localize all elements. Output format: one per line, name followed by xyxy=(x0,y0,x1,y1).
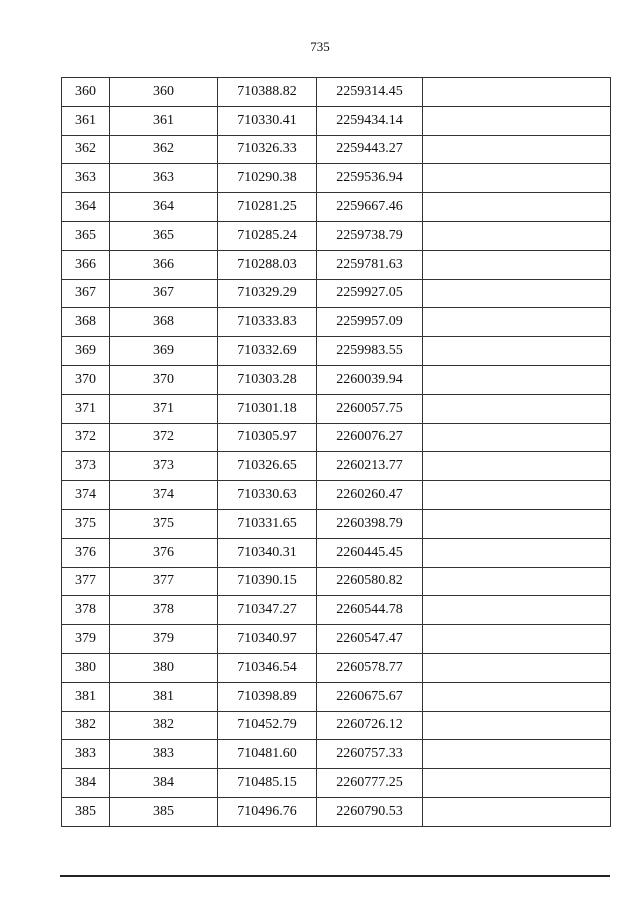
coordinates-table-body xyxy=(62,78,611,827)
note-cell xyxy=(423,164,611,193)
x-coordinate-cell: 710388.82 xyxy=(218,78,317,107)
y-coordinate-cell: 2259781.63 xyxy=(317,250,423,279)
note-cell xyxy=(423,221,611,250)
point-id-cell: 369 xyxy=(110,337,218,366)
x-coordinate-cell: 710332.69 xyxy=(218,337,317,366)
y-coordinate-cell: 2260777.25 xyxy=(317,769,423,798)
table-row xyxy=(62,653,611,682)
table-row xyxy=(62,106,611,135)
x-coordinate-cell: 710398.89 xyxy=(218,682,317,711)
x-coordinate-cell: 710285.24 xyxy=(218,221,317,250)
row-index-cell: 363 xyxy=(62,164,110,193)
point-id-cell: 385 xyxy=(110,797,218,826)
y-coordinate-cell: 2260578.77 xyxy=(317,653,423,682)
point-id-cell: 367 xyxy=(110,279,218,308)
table-row xyxy=(62,740,611,769)
x-coordinate-cell: 710303.28 xyxy=(218,365,317,394)
x-coordinate-cell: 710330.63 xyxy=(218,481,317,510)
point-id-cell: 368 xyxy=(110,308,218,337)
note-cell xyxy=(423,308,611,337)
table-row xyxy=(62,711,611,740)
y-coordinate-cell: 2260547.47 xyxy=(317,625,423,654)
point-id-cell: 378 xyxy=(110,596,218,625)
note-cell xyxy=(423,769,611,798)
y-coordinate-cell: 2260039.94 xyxy=(317,365,423,394)
point-id-cell: 371 xyxy=(110,394,218,423)
table-row xyxy=(62,538,611,567)
table-row xyxy=(62,221,611,250)
y-coordinate-cell: 2260580.82 xyxy=(317,567,423,596)
row-index-cell: 374 xyxy=(62,481,110,510)
point-id-cell: 370 xyxy=(110,365,218,394)
y-coordinate-cell: 2259738.79 xyxy=(317,221,423,250)
note-cell xyxy=(423,279,611,308)
row-index-cell: 366 xyxy=(62,250,110,279)
point-id-cell: 384 xyxy=(110,769,218,798)
row-index-cell: 377 xyxy=(62,567,110,596)
y-coordinate-cell: 2260757.33 xyxy=(317,740,423,769)
row-index-cell: 378 xyxy=(62,596,110,625)
page-number: 735 xyxy=(310,39,330,54)
y-coordinate-cell: 2259536.94 xyxy=(317,164,423,193)
row-index-cell: 370 xyxy=(62,365,110,394)
footer-rule xyxy=(60,875,610,877)
y-coordinate-cell: 2259667.46 xyxy=(317,193,423,222)
point-id-cell: 374 xyxy=(110,481,218,510)
row-index-cell: 376 xyxy=(62,538,110,567)
y-coordinate-cell: 2260445.45 xyxy=(317,538,423,567)
note-cell xyxy=(423,682,611,711)
y-coordinate-cell: 2260726.12 xyxy=(317,711,423,740)
note-cell xyxy=(423,653,611,682)
y-coordinate-cell: 2260398.79 xyxy=(317,509,423,538)
point-id-cell: 379 xyxy=(110,625,218,654)
point-id-cell: 360 xyxy=(110,78,218,107)
row-index-cell: 375 xyxy=(62,509,110,538)
x-coordinate-cell: 710288.03 xyxy=(218,250,317,279)
table-row xyxy=(62,78,611,107)
note-cell xyxy=(423,567,611,596)
x-coordinate-cell: 710290.38 xyxy=(218,164,317,193)
note-cell xyxy=(423,509,611,538)
point-id-cell: 363 xyxy=(110,164,218,193)
table-row xyxy=(62,394,611,423)
coordinates-table xyxy=(61,77,611,827)
table-row xyxy=(62,365,611,394)
table-row xyxy=(62,452,611,481)
table-row xyxy=(62,596,611,625)
x-coordinate-cell: 710390.15 xyxy=(218,567,317,596)
x-coordinate-cell: 710331.65 xyxy=(218,509,317,538)
row-index-cell: 364 xyxy=(62,193,110,222)
x-coordinate-cell: 710326.65 xyxy=(218,452,317,481)
note-cell xyxy=(423,452,611,481)
x-coordinate-cell: 710340.97 xyxy=(218,625,317,654)
table-row xyxy=(62,797,611,826)
note-cell xyxy=(423,394,611,423)
row-index-cell: 362 xyxy=(62,135,110,164)
row-index-cell: 384 xyxy=(62,769,110,798)
x-coordinate-cell: 710346.54 xyxy=(218,653,317,682)
x-coordinate-cell: 710481.60 xyxy=(218,740,317,769)
note-cell xyxy=(423,596,611,625)
point-id-cell: 377 xyxy=(110,567,218,596)
row-index-cell: 360 xyxy=(62,78,110,107)
note-cell xyxy=(423,250,611,279)
y-coordinate-cell: 2260790.53 xyxy=(317,797,423,826)
row-index-cell: 382 xyxy=(62,711,110,740)
y-coordinate-cell: 2259434.14 xyxy=(317,106,423,135)
note-cell xyxy=(423,193,611,222)
table-row xyxy=(62,481,611,510)
note-cell xyxy=(423,538,611,567)
row-index-cell: 385 xyxy=(62,797,110,826)
row-index-cell: 369 xyxy=(62,337,110,366)
table-row xyxy=(62,164,611,193)
x-coordinate-cell: 710305.97 xyxy=(218,423,317,452)
y-coordinate-cell: 2260213.77 xyxy=(317,452,423,481)
point-id-cell: 372 xyxy=(110,423,218,452)
point-id-cell: 365 xyxy=(110,221,218,250)
note-cell xyxy=(423,106,611,135)
table-row xyxy=(62,308,611,337)
x-coordinate-cell: 710326.33 xyxy=(218,135,317,164)
row-index-cell: 365 xyxy=(62,221,110,250)
table-row xyxy=(62,279,611,308)
table-row xyxy=(62,423,611,452)
table-row xyxy=(62,769,611,798)
row-index-cell: 383 xyxy=(62,740,110,769)
note-cell xyxy=(423,423,611,452)
table-row xyxy=(62,682,611,711)
row-index-cell: 379 xyxy=(62,625,110,654)
point-id-cell: 383 xyxy=(110,740,218,769)
x-coordinate-cell: 710281.25 xyxy=(218,193,317,222)
row-index-cell: 381 xyxy=(62,682,110,711)
point-id-cell: 376 xyxy=(110,538,218,567)
y-coordinate-cell: 2259927.05 xyxy=(317,279,423,308)
y-coordinate-cell: 2259443.27 xyxy=(317,135,423,164)
note-cell xyxy=(423,337,611,366)
note-cell xyxy=(423,797,611,826)
table-row xyxy=(62,567,611,596)
point-id-cell: 380 xyxy=(110,653,218,682)
row-index-cell: 371 xyxy=(62,394,110,423)
y-coordinate-cell: 2260076.27 xyxy=(317,423,423,452)
point-id-cell: 382 xyxy=(110,711,218,740)
y-coordinate-cell: 2259957.09 xyxy=(317,308,423,337)
note-cell xyxy=(423,135,611,164)
table-row xyxy=(62,135,611,164)
note-cell xyxy=(423,740,611,769)
table-row xyxy=(62,193,611,222)
y-coordinate-cell: 2260260.47 xyxy=(317,481,423,510)
x-coordinate-cell: 710333.83 xyxy=(218,308,317,337)
x-coordinate-cell: 710485.15 xyxy=(218,769,317,798)
row-index-cell: 361 xyxy=(62,106,110,135)
point-id-cell: 364 xyxy=(110,193,218,222)
x-coordinate-cell: 710329.29 xyxy=(218,279,317,308)
x-coordinate-cell: 710452.79 xyxy=(218,711,317,740)
point-id-cell: 362 xyxy=(110,135,218,164)
x-coordinate-cell: 710340.31 xyxy=(218,538,317,567)
y-coordinate-cell: 2260544.78 xyxy=(317,596,423,625)
note-cell xyxy=(423,78,611,107)
note-cell xyxy=(423,625,611,654)
point-id-cell: 366 xyxy=(110,250,218,279)
row-index-cell: 368 xyxy=(62,308,110,337)
x-coordinate-cell: 710301.18 xyxy=(218,394,317,423)
note-cell xyxy=(423,365,611,394)
row-index-cell: 372 xyxy=(62,423,110,452)
row-index-cell: 367 xyxy=(62,279,110,308)
point-id-cell: 361 xyxy=(110,106,218,135)
point-id-cell: 373 xyxy=(110,452,218,481)
row-index-cell: 373 xyxy=(62,452,110,481)
note-cell xyxy=(423,711,611,740)
note-cell xyxy=(423,481,611,510)
y-coordinate-cell: 2260057.75 xyxy=(317,394,423,423)
table-row xyxy=(62,337,611,366)
y-coordinate-cell: 2259314.45 xyxy=(317,78,423,107)
x-coordinate-cell: 710496.76 xyxy=(218,797,317,826)
table-row xyxy=(62,625,611,654)
y-coordinate-cell: 2259983.55 xyxy=(317,337,423,366)
x-coordinate-cell: 710330.41 xyxy=(218,106,317,135)
point-id-cell: 375 xyxy=(110,509,218,538)
y-coordinate-cell: 2260675.67 xyxy=(317,682,423,711)
row-index-cell: 380 xyxy=(62,653,110,682)
point-id-cell: 381 xyxy=(110,682,218,711)
x-coordinate-cell: 710347.27 xyxy=(218,596,317,625)
table-row xyxy=(62,250,611,279)
table-row xyxy=(62,509,611,538)
